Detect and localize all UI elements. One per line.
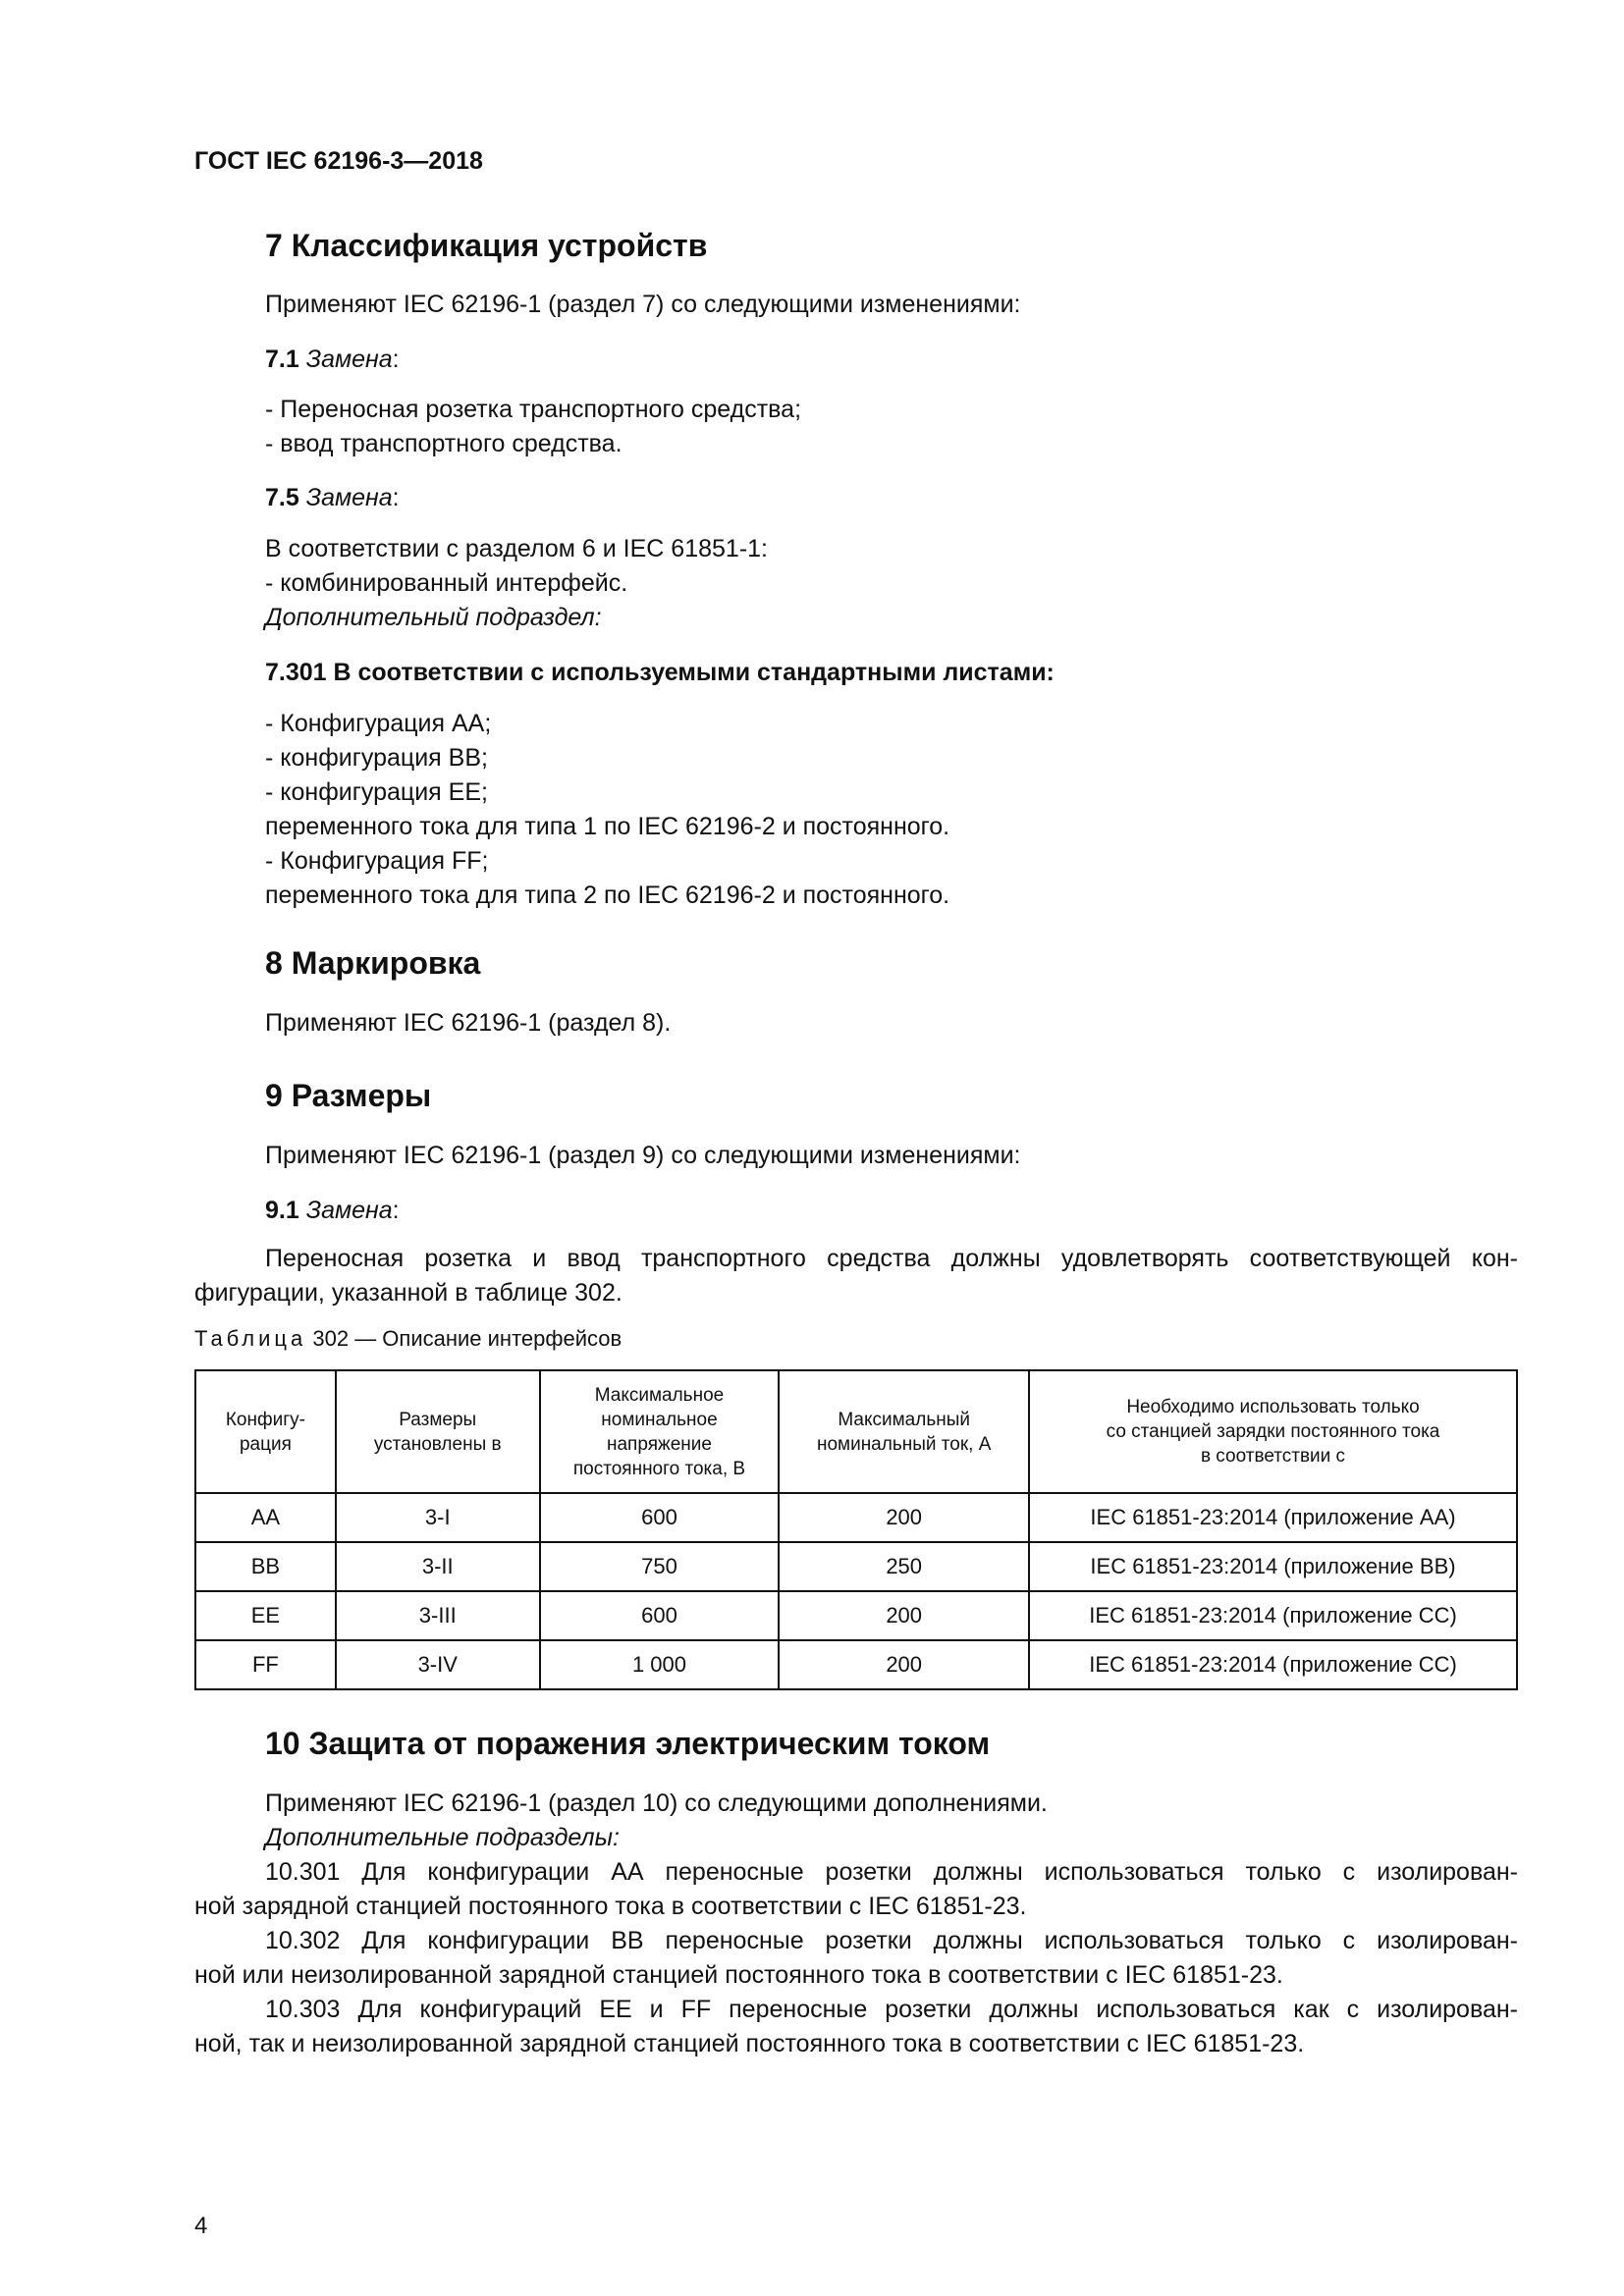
header-line: со станцией зарядки постоянного тока xyxy=(1106,1421,1440,1442)
subsection-9-1-label: Замена xyxy=(305,1197,393,1224)
header-max-current xyxy=(779,1370,1029,1493)
subsection-9-1-heading: 9.1 Замена: xyxy=(265,1197,400,1224)
subsection-7-5-line: - комбинированный интерфейс. xyxy=(265,569,628,597)
cell-current: 200 xyxy=(779,1493,1029,1542)
header-line: рация xyxy=(239,1433,292,1455)
table-caption xyxy=(194,1326,622,1352)
cell-current: 250 xyxy=(779,1542,1029,1591)
config-list-item: переменного тока для типа 2 по IEC 62196-2 и постоянного. xyxy=(265,881,950,909)
section-8-intro: Применяют IEC 62196-1 (раздел 8). xyxy=(265,1009,672,1037)
header-line: Размеры xyxy=(399,1409,477,1430)
cell-dimensions: 3-III xyxy=(336,1591,540,1640)
header-line: установлены в xyxy=(373,1433,502,1455)
section-10-intro: Применяют IEC 62196-1 (раздел 10) со следующими дополнениями. xyxy=(265,1789,1048,1817)
table-row xyxy=(195,1640,1517,1689)
table-caption-text: 302 — Описание интерфейсов xyxy=(306,1326,623,1351)
section-9-intro: Применяют IEC 62196-1 (раздел 9) со следующими изменениями: xyxy=(265,1142,1021,1169)
header-line: Максимальный xyxy=(838,1409,970,1430)
subsection-7-1-item: - ввод транспортного средства. xyxy=(265,430,623,457)
header-line: в соответствии с xyxy=(1200,1446,1346,1467)
subsection-7-301-title: 7.301 В соответствии с используемыми стандартными листами: xyxy=(265,659,1055,686)
section-9-paragraph-line: Переносная розетка и ввод транспортного средства должны удовлетворять соответствующей кон- xyxy=(265,1245,1518,1272)
header-line: Конфигу- xyxy=(225,1409,305,1430)
header-line: напряжение xyxy=(607,1433,712,1455)
paragraph-10-303-line: 10.303 Для конфигураций ЕЕ и FF переносные розетки должны использоваться как с изолирован- xyxy=(265,1996,1518,2023)
config-list-item: переменного тока для типа 1 по IEC 62196-2 и постоянного. xyxy=(265,813,950,840)
paragraph-10-302-line: 10.302 Для конфигурации ВВ переносные розетки должны использоваться только с изолирован- xyxy=(265,1927,1518,1954)
subsection-7-5-label: Замена xyxy=(305,484,393,511)
cell-current: 200 xyxy=(779,1591,1029,1640)
cell-dimensions: 3-I xyxy=(336,1493,540,1542)
header-station-requirement xyxy=(1029,1370,1517,1493)
header-line: постоянного тока, В xyxy=(572,1458,746,1479)
header-line: номинальное xyxy=(601,1409,718,1430)
cell-voltage: 1 000 xyxy=(540,1640,780,1689)
subsection-7-1-number: 7.1 xyxy=(265,346,299,373)
header-line: Необходимо использовать только xyxy=(1126,1397,1420,1417)
cell-configuration: ЕЕ xyxy=(195,1591,336,1640)
header-max-voltage xyxy=(540,1370,780,1493)
cell-voltage: 600 xyxy=(540,1493,780,1542)
section-8-title: 8 Маркировка xyxy=(265,945,481,981)
section-7-intro: Применяют IEC 62196-1 (раздел 7) со следующими изменениями: xyxy=(265,291,1021,318)
section-9-paragraph-line: фигурации, указанной в таблице 302. xyxy=(194,1279,623,1307)
interfaces-table xyxy=(194,1369,1518,1690)
paragraph-10-301-line: ной зарядной станцией постоянного тока в соответствии с IEC 61851-23. xyxy=(194,1893,1027,1920)
section-9-title: 9 Размеры xyxy=(265,1078,432,1113)
table-row xyxy=(195,1591,1517,1640)
section-7-title: 7 Классификация устройств xyxy=(265,228,708,263)
subsection-9-1-number: 9.1 xyxy=(265,1197,299,1224)
additional-subsection-label: Дополнительный подраздел: xyxy=(265,604,602,631)
config-list-item: - Конфигурация FF; xyxy=(265,847,489,875)
paragraph-10-301-line: 10.301 Для конфигурации АА переносные розетки должны использоваться только с изолирован- xyxy=(265,1858,1518,1886)
subsection-7-1-item: - Переносная розетка транспортного средства; xyxy=(265,396,802,423)
cell-dimensions: 3-IV xyxy=(336,1640,540,1689)
paragraph-10-303-line: ной, так и неизолированной зарядной станцией постоянного тока в соответствии с IEC 61851-23. xyxy=(194,2030,1305,2057)
document-id: ГОСТ IEC 62196-3—2018 xyxy=(194,147,483,175)
paragraph-10-302-line: ной или неизолированной зарядной станцией постоянного тока в соответствии с IEC 61851-23. xyxy=(194,1961,1283,1989)
subsection-7-5-number: 7.5 xyxy=(265,484,299,511)
subsection-7-1-heading: 7.1 Замена: xyxy=(265,346,400,373)
header-configuration xyxy=(195,1370,336,1493)
config-list-item: - конфигурация ВВ; xyxy=(265,744,488,772)
header-dimensions xyxy=(336,1370,540,1493)
cell-standard: IEC 61851-23:2014 (приложение АА) xyxy=(1029,1493,1517,1542)
cell-standard: IEC 61851-23:2014 (приложение СС) xyxy=(1029,1591,1517,1640)
subsection-7-5-heading: 7.5 Замена: xyxy=(265,484,400,511)
cell-configuration: АА xyxy=(195,1493,336,1542)
subsection-7-1-label: Замена xyxy=(305,346,393,373)
table-caption-prefix: Таблица xyxy=(194,1326,307,1351)
config-list-item: - Конфигурация АА; xyxy=(265,710,492,737)
cell-configuration: FF xyxy=(195,1640,336,1689)
cell-standard: IEC 61851-23:2014 (приложение ВВ) xyxy=(1029,1542,1517,1591)
config-list-item: - конфигурация ЕЕ; xyxy=(265,778,488,806)
table-header-row xyxy=(195,1370,1517,1493)
page-number: 4 xyxy=(194,2213,208,2239)
cell-current: 200 xyxy=(779,1640,1029,1689)
table-row xyxy=(195,1542,1517,1591)
cell-dimensions: 3-II xyxy=(336,1542,540,1591)
cell-voltage: 750 xyxy=(540,1542,780,1591)
subsection-7-5-line: В соответствии с разделом 6 и IEC 61851-1: xyxy=(265,535,768,562)
header-line: номинальный ток, А xyxy=(816,1433,992,1455)
cell-voltage: 600 xyxy=(540,1591,780,1640)
header-line: Максимальное xyxy=(594,1384,725,1406)
cell-standard: IEC 61851-23:2014 (приложение СС) xyxy=(1029,1640,1517,1689)
section-10-title: 10 Защита от поражения электрическим током xyxy=(265,1726,991,1761)
cell-configuration: ВВ xyxy=(195,1542,336,1591)
additional-subsections-label: Дополнительные подразделы: xyxy=(265,1824,620,1851)
table-row xyxy=(195,1493,1517,1542)
